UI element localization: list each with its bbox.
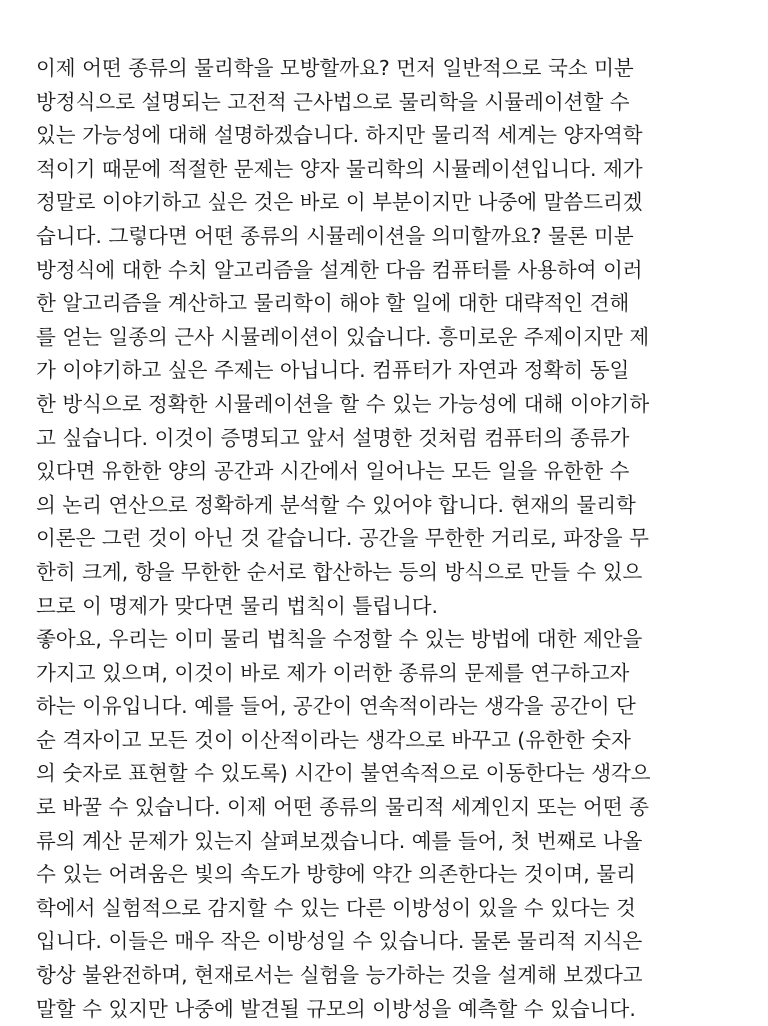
text-line: 방정식으로 설명되는 고전적 근사법으로 물리학을 시뮬레이션할 수 <box>36 89 630 114</box>
text-line: 므로 이 명제가 맞다면 물리 법칙이 틀립니다. <box>36 593 439 618</box>
text-line: 입니다. 이들은 매우 작은 이방성일 수 있습니다. 물론 물리적 지식은 <box>36 929 643 954</box>
text-line: 가지고 있으며, 이것이 바로 제가 이러한 종류의 문제를 연구하고자 <box>36 660 630 685</box>
text-line: 말할 수 있지만 나중에 발견될 규모의 이방성을 예측할 수 있습니다. <box>36 996 636 1021</box>
text-line: 항상 불완전하며, 현재로서는 실험을 능가하는 것을 설계해 보겠다고 <box>36 963 643 988</box>
text-line: 이제 어떤 종류의 물리학을 모방할까요? 먼저 일반적으로 국소 미분 <box>36 56 634 80</box>
text-line: 습니다. 그렇다면 어떤 종류의 시뮬레이션을 의미할까요? 물론 미분 <box>36 223 634 248</box>
text-line: 가 이야기하고 싶은 주제는 아닙니다. 컴퓨터가 자연과 정확히 동일 <box>36 358 630 383</box>
text-line: 의 숫자로 표현할 수 있도록) 시간이 불연속적으로 이동한다는 생각으 <box>36 761 651 786</box>
text-line: 를 얻는 일종의 근사 시뮬레이션이 있습니다. 흥미로운 주제이지만 제 <box>36 324 650 349</box>
text-line: 정말로 이야기하고 싶은 것은 바로 이 부분이지만 나중에 말씀드리겠 <box>36 190 643 215</box>
text-line: 있는 가능성에 대해 설명하겠습니다. 하지만 물리적 세계는 양자역학 <box>36 123 643 148</box>
text-line: 학에서 실험적으로 감지할 수 있는 다른 이방성이 있을 수 있다는 것 <box>36 895 636 920</box>
text-line: 하는 이유입니다. 예를 들어, 공간이 연속적이라는 생각을 공간이 단 <box>36 694 636 719</box>
text-line: 수 있는 어려움은 빛의 속도가 방향에 약간 의존한다는 것이며, 물리 <box>36 862 636 887</box>
body-text <box>36 52 736 1026</box>
text-line: 로 바꿀 수 있습니다. 이제 어떤 종류의 물리적 세계인지 또는 어떤 종 <box>36 795 649 820</box>
text-line: 의 논리 연산으로 정확하게 분석할 수 있어야 합니다. 현재의 물리학 <box>36 492 636 517</box>
text-line: 한히 크게, 항을 무한한 순서로 합산하는 등의 방식으로 만들 수 있으 <box>36 559 643 584</box>
text-line: 있다면 유한한 양의 공간과 시간에서 일어나는 모든 일을 유한한 수 <box>36 459 630 484</box>
text-line: 고 싶습니다. 이것이 증명되고 앞서 설명한 것처럼 컴퓨터의 종류가 <box>36 425 630 450</box>
text-line: 한 방식으로 정확한 시뮬레이션을 할 수 있는 가능성에 대해 이야기하 <box>36 391 650 416</box>
text-line: 방정식에 대한 수치 알고리즘을 설계한 다음 컴퓨터를 사용하여 이러 <box>36 257 643 282</box>
text-line: 한 알고리즘을 계산하고 물리학이 해야 할 일에 대한 대략적인 견해 <box>36 291 630 316</box>
text-line: 좋아요, 우리는 이미 물리 법칙을 수정할 수 있는 방법에 대한 제안을 <box>36 627 643 652</box>
text-line: 류의 계산 문제가 있는지 살펴보겠습니다. 예를 들어, 첫 번째로 나올 <box>36 828 643 853</box>
text-line: 적이기 때문에 적절한 문제는 양자 물리학의 시뮬레이션입니다. 제가 <box>36 156 643 181</box>
text-line: 이론은 그런 것이 아닌 것 같습니다. 공간을 무한한 거리로, 파장을 무 <box>36 526 649 551</box>
text-line: 순 격자이고 모든 것이 이산적이라는 생각으로 바꾸고 (유한한 숫자 <box>36 727 631 752</box>
